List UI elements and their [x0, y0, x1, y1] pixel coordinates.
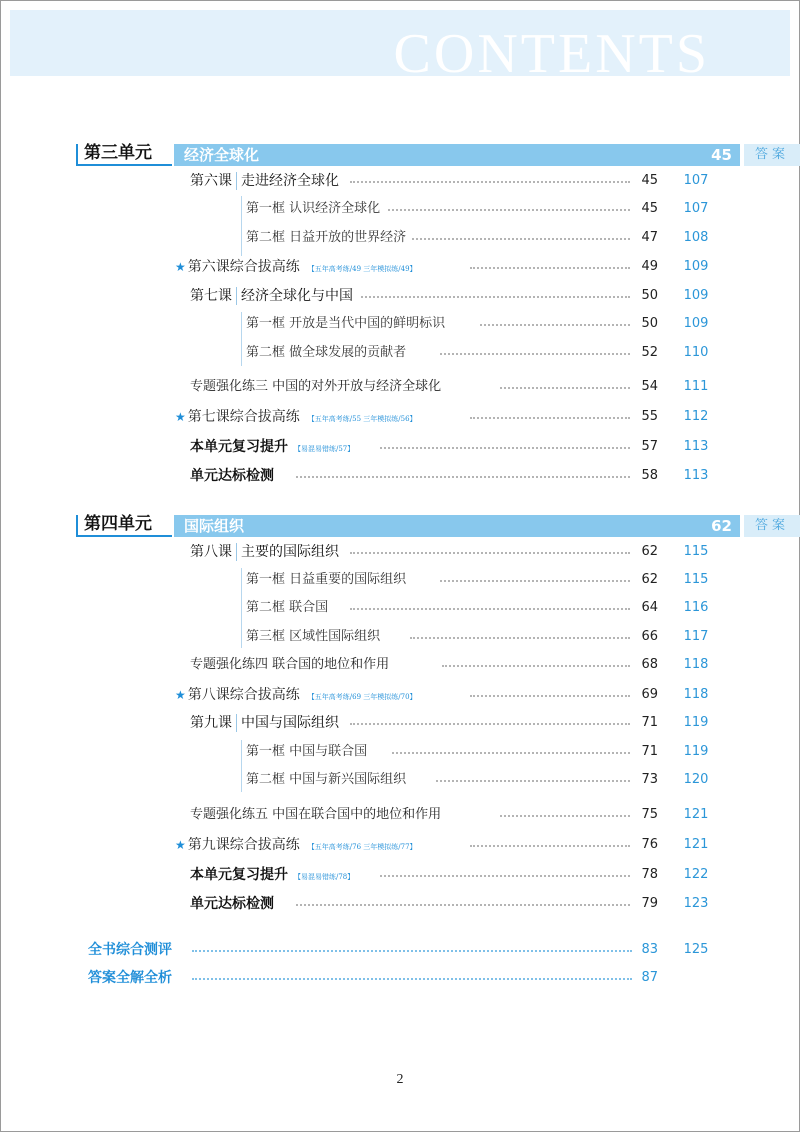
- section-label: 第一框 开放是当代中国的鲜明标识: [246, 313, 451, 335]
- review-tag: 【易混易错练/57】: [294, 445, 355, 453]
- book-label: 全书综合测评: [88, 939, 178, 961]
- page-ref: 79: [641, 896, 658, 911]
- page-ref: 47: [641, 230, 658, 245]
- dot-leader: [350, 296, 630, 298]
- dot-leader: [380, 875, 630, 877]
- unit-bar: [174, 515, 740, 537]
- toc-section[interactable]: [0, 569, 800, 591]
- toc-special-practice[interactable]: [0, 804, 800, 826]
- page-ref: 68: [641, 657, 658, 672]
- review-label: [190, 465, 280, 487]
- toc-unit-review[interactable]: [0, 864, 800, 886]
- answer-ref[interactable]: 125: [683, 942, 709, 957]
- toc-section[interactable]: [0, 342, 800, 364]
- drill-tag: 【五年高考练/69 三年模拟练/70】: [307, 693, 417, 701]
- page-ref: 62: [641, 544, 658, 559]
- page-ref: 87: [641, 970, 658, 985]
- unit-bar: [174, 144, 740, 166]
- review-title: 本单元复习提升: [190, 439, 288, 455]
- answer-ref[interactable]: 116: [683, 600, 709, 615]
- section-label: 第三框 区域性国际组织: [246, 626, 386, 648]
- dot-leader: [470, 695, 630, 697]
- star-icon: ★: [175, 410, 186, 424]
- lesson-number: 第六课: [190, 173, 232, 189]
- dot-leader: [380, 209, 630, 211]
- answer-ref[interactable]: 107: [683, 173, 709, 188]
- toc-drill[interactable]: [0, 406, 800, 428]
- answer-ref[interactable]: 111: [683, 379, 709, 394]
- drill-label: [175, 684, 423, 708]
- toc-section[interactable]: [0, 227, 800, 249]
- toc-drill[interactable]: [0, 256, 800, 278]
- dot-leader: [350, 181, 630, 183]
- answer-ref[interactable]: 121: [683, 837, 709, 852]
- answer-ref[interactable]: 121: [683, 807, 709, 822]
- dot-leader: [500, 387, 630, 389]
- star-icon: ★: [175, 260, 186, 274]
- review-label: [190, 436, 360, 460]
- drill-tag: 【五年高考练/49 三年模拟练/49】: [307, 265, 417, 273]
- drill-label: [175, 256, 423, 280]
- toc-section[interactable]: [0, 741, 800, 763]
- lesson-label: [190, 285, 359, 307]
- dot-leader: [500, 815, 630, 817]
- answer-ref[interactable]: 110: [683, 345, 709, 360]
- lesson-separator: [236, 287, 237, 305]
- answer-ref[interactable]: 118: [683, 657, 709, 672]
- dot-leader: [380, 447, 630, 449]
- unit-title-frame: [76, 515, 172, 537]
- unit-title: 第四单元: [84, 514, 152, 534]
- dot-leader: [470, 417, 630, 419]
- dot-leader: [350, 552, 630, 554]
- contents-heading: CONTENTS: [393, 23, 710, 85]
- toc-lesson-8[interactable]: [0, 541, 800, 563]
- lesson-title: 主要的国际组织: [241, 544, 339, 560]
- lesson-label: [190, 541, 345, 563]
- toc-lesson-7[interactable]: [0, 285, 800, 307]
- toc-unit-test[interactable]: [0, 893, 800, 915]
- lesson-separator: [236, 172, 237, 190]
- toc-book-test[interactable]: [0, 939, 800, 961]
- dot-leader: [470, 845, 630, 847]
- unit-title: 第三单元: [84, 143, 152, 163]
- dot-leader: [350, 608, 630, 610]
- page-ref: 58: [641, 468, 658, 483]
- page-ref: 49: [641, 259, 658, 274]
- answer-column-label: 答案: [744, 515, 800, 537]
- lesson-separator: [236, 543, 237, 561]
- section-label: 第二框 中国与新兴国际组织: [246, 769, 412, 791]
- section-label: 第二框 做全球发展的贡献者: [246, 342, 412, 364]
- answer-ref[interactable]: 109: [683, 259, 709, 274]
- lesson-number: 第七课: [190, 288, 232, 304]
- answer-column-label: 答案: [744, 144, 800, 166]
- section-label: 第二框 日益开放的世界经济: [246, 227, 412, 249]
- review-title: 本单元复习提升: [190, 867, 288, 883]
- dot-leader: [192, 978, 632, 980]
- dot-leader: [192, 950, 632, 952]
- drill-tag: 【五年高考练/76 三年模拟练/77】: [307, 843, 417, 851]
- lesson-title: 走进经济全球化: [241, 173, 339, 189]
- unit-name: 经济全球化: [184, 146, 260, 164]
- page-ref: 69: [641, 687, 658, 702]
- page-ref: 57: [641, 439, 658, 454]
- unit-header-4[interactable]: [76, 514, 789, 537]
- answer-ref[interactable]: 119: [683, 744, 709, 759]
- page-ref: 83: [641, 942, 658, 957]
- dot-leader: [440, 353, 630, 355]
- page-ref: 71: [641, 744, 658, 759]
- lesson-number: 第八课: [190, 544, 232, 560]
- section-label: 第一框 认识经济全球化: [246, 198, 386, 220]
- answer-ref[interactable]: 113: [683, 468, 709, 483]
- unit-page: 45: [711, 146, 732, 164]
- dot-leader: [350, 723, 630, 725]
- page-ref: 50: [641, 316, 658, 331]
- dot-leader: [442, 665, 630, 667]
- answer-ref[interactable]: 109: [683, 316, 709, 331]
- toc-lesson-9[interactable]: [0, 712, 800, 734]
- lesson-title: 经济全球化与中国: [241, 288, 353, 304]
- toc-lesson-6[interactable]: [0, 170, 800, 192]
- page-ref: 75: [641, 807, 658, 822]
- answer-ref[interactable]: 120: [683, 772, 709, 787]
- page-ref: 76: [641, 837, 658, 852]
- answer-ref[interactable]: 109: [683, 288, 709, 303]
- section-label: 第一框 中国与联合国: [246, 741, 373, 763]
- answer-ref[interactable]: 123: [683, 896, 709, 911]
- answer-ref[interactable]: 112: [683, 409, 709, 424]
- contents-header: [10, 10, 790, 85]
- page-ref: 66: [641, 629, 658, 644]
- page-ref: 55: [641, 409, 658, 424]
- review-label: [190, 864, 360, 888]
- toc-drill[interactable]: [0, 684, 800, 706]
- review-title: 单元达标检测: [190, 468, 274, 484]
- dot-leader: [410, 637, 630, 639]
- answer-ref[interactable]: 115: [683, 572, 709, 587]
- page-ref: 73: [641, 772, 658, 787]
- answer-ref[interactable]: 118: [683, 687, 709, 702]
- page-ref: 45: [641, 173, 658, 188]
- page-ref: 50: [641, 288, 658, 303]
- dot-leader: [436, 780, 630, 782]
- page-ref: 64: [641, 600, 658, 615]
- toc-drill[interactable]: [0, 834, 800, 856]
- unit-header-3[interactable]: [76, 143, 789, 166]
- review-tag: 【易混易错练/78】: [294, 873, 355, 881]
- lesson-number: 第九课: [190, 715, 232, 731]
- toc-special-practice[interactable]: [0, 376, 800, 398]
- lesson-separator: [236, 714, 237, 732]
- section-label: 第二框 联合国: [246, 597, 334, 619]
- page-ref: 71: [641, 715, 658, 730]
- dot-leader: [440, 580, 630, 582]
- page-ref: 45: [641, 201, 658, 216]
- toc-section[interactable]: [0, 313, 800, 335]
- dot-leader: [296, 904, 630, 906]
- review-title: 单元达标检测: [190, 896, 274, 912]
- special-label: 专题强化练三 中国的对外开放与经济全球化: [190, 376, 447, 398]
- dot-leader: [380, 238, 630, 240]
- drill-title: 第六课综合拔高练: [187, 259, 300, 275]
- dot-leader: [392, 752, 630, 754]
- toc-unit-review[interactable]: [0, 436, 800, 458]
- toc-unit-test[interactable]: [0, 465, 800, 487]
- answer-ref[interactable]: 122: [683, 867, 709, 882]
- toc-section[interactable]: [0, 769, 800, 791]
- drill-label: [175, 406, 423, 430]
- answer-ref[interactable]: 113: [683, 439, 709, 454]
- book-label: 答案全解全析: [88, 967, 178, 989]
- page-ref: 62: [641, 572, 658, 587]
- unit-title-frame: [76, 144, 172, 166]
- page-number: 2: [396, 1072, 404, 1087]
- lesson-label: [190, 170, 345, 192]
- lesson-label: [190, 712, 345, 734]
- unit-page: 62: [711, 517, 732, 535]
- dot-leader: [296, 476, 630, 478]
- toc-section[interactable]: [0, 597, 800, 619]
- drill-title: 第八课综合拔高练: [187, 687, 300, 703]
- answer-ref[interactable]: 108: [683, 230, 709, 245]
- drill-title: 第九课综合拔高练: [187, 837, 300, 853]
- answer-ref[interactable]: 117: [683, 629, 709, 644]
- answer-ref[interactable]: 115: [683, 544, 709, 559]
- page-ref: 78: [641, 867, 658, 882]
- dot-leader: [480, 324, 630, 326]
- review-label: [190, 893, 280, 915]
- star-icon: ★: [175, 838, 186, 852]
- toc-special-practice[interactable]: [0, 654, 800, 676]
- page-ref: 54: [641, 379, 658, 394]
- section-label: 第一框 日益重要的国际组织: [246, 569, 412, 591]
- toc-answer-key[interactable]: [0, 967, 800, 989]
- answer-ref[interactable]: 107: [683, 201, 709, 216]
- toc-section[interactable]: [0, 626, 800, 648]
- lesson-title: 中国与国际组织: [241, 715, 339, 731]
- dot-leader: [470, 267, 630, 269]
- answer-ref[interactable]: 119: [683, 715, 709, 730]
- page-ref: 52: [641, 345, 658, 360]
- special-label: 专题强化练四 联合国的地位和作用: [190, 654, 395, 676]
- special-label: 专题强化练五 中国在联合国中的地位和作用: [190, 804, 447, 826]
- unit-name: 国际组织: [184, 517, 245, 535]
- drill-title: 第七课综合拔高练: [187, 409, 300, 425]
- star-icon: ★: [175, 688, 186, 702]
- toc-section[interactable]: [0, 198, 800, 220]
- drill-label: [175, 834, 423, 858]
- drill-tag: 【五年高考练/55 三年模拟练/56】: [307, 415, 417, 423]
